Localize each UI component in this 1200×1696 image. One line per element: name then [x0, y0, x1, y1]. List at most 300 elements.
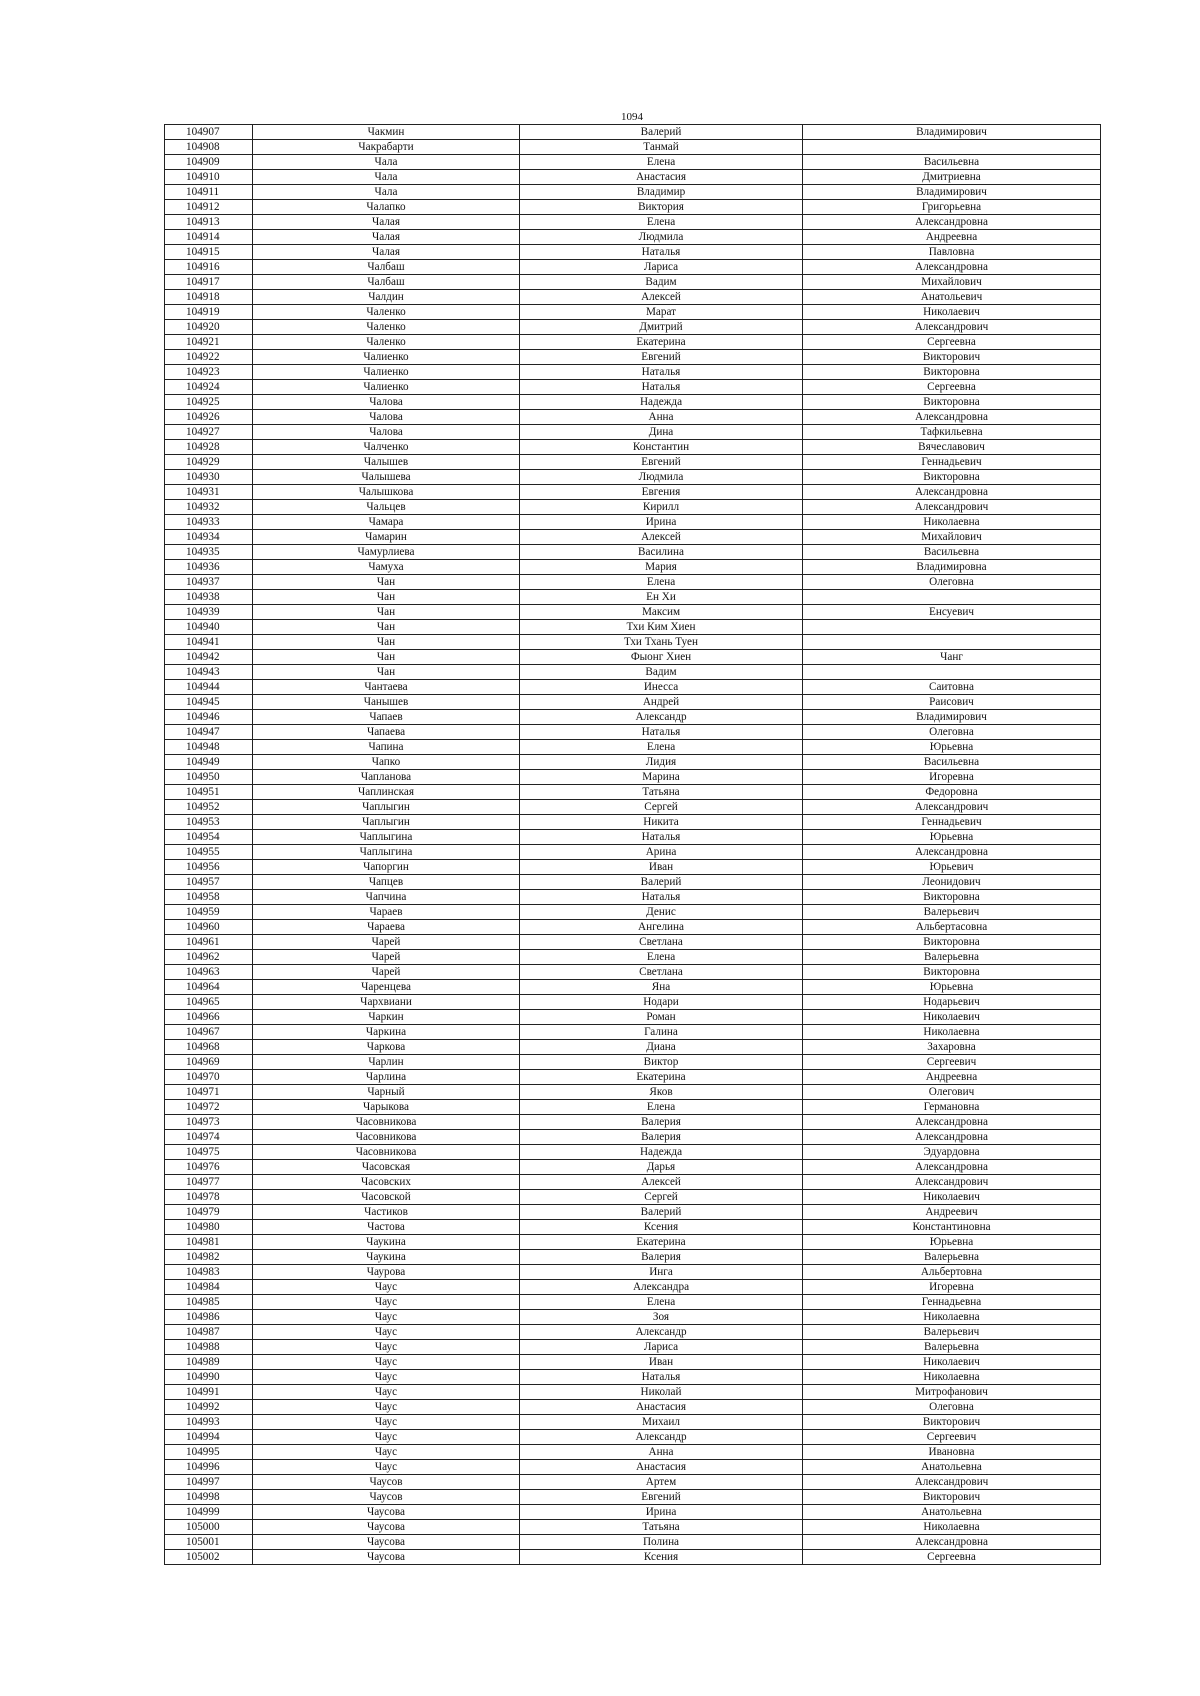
- table-row: [165, 530, 1101, 545]
- record-number-cell: 104977: [165, 1175, 253, 1190]
- patronymic-cell: Сергеевна: [803, 380, 1101, 395]
- first-name-cell: Елена: [520, 575, 803, 590]
- patronymic-cell: Николаевич: [803, 1355, 1101, 1370]
- table-row: [165, 305, 1101, 320]
- table-row: [165, 440, 1101, 455]
- patronymic-cell: Николаевич: [803, 1190, 1101, 1205]
- last-name-cell: Чарей: [253, 950, 520, 965]
- table-row: [165, 1040, 1101, 1055]
- table-row: [165, 635, 1101, 650]
- record-number-cell: 104927: [165, 425, 253, 440]
- last-name-cell: Чаусова: [253, 1520, 520, 1535]
- first-name-cell: Светлана: [520, 965, 803, 980]
- patronymic-cell: Валерьевич: [803, 1325, 1101, 1340]
- table-row: [165, 1100, 1101, 1115]
- first-name-cell: Сергей: [520, 800, 803, 815]
- record-number-cell: 104929: [165, 455, 253, 470]
- last-name-cell: Чаукина: [253, 1250, 520, 1265]
- last-name-cell: Чаусов: [253, 1490, 520, 1505]
- patronymic-cell: Олеговна: [803, 725, 1101, 740]
- last-name-cell: Чархвиани: [253, 995, 520, 1010]
- record-number-cell: 104934: [165, 530, 253, 545]
- last-name-cell: Чаус: [253, 1310, 520, 1325]
- last-name-cell: Чаусова: [253, 1505, 520, 1520]
- registry-table-body: [165, 125, 1101, 1565]
- table-row: [165, 290, 1101, 305]
- table-row: [165, 515, 1101, 530]
- table-row: [165, 1280, 1101, 1295]
- last-name-cell: Чапаева: [253, 725, 520, 740]
- last-name-cell: Чаус: [253, 1280, 520, 1295]
- table-row: [165, 995, 1101, 1010]
- last-name-cell: Чапцев: [253, 875, 520, 890]
- record-number-cell: 104956: [165, 860, 253, 875]
- last-name-cell: Частова: [253, 1220, 520, 1235]
- last-name-cell: Чаус: [253, 1355, 520, 1370]
- record-number-cell: 104947: [165, 725, 253, 740]
- table-row: [165, 785, 1101, 800]
- patronymic-cell: Захаровна: [803, 1040, 1101, 1055]
- first-name-cell: Артем: [520, 1475, 803, 1490]
- last-name-cell: Чараев: [253, 905, 520, 920]
- first-name-cell: Светлана: [520, 935, 803, 950]
- table-row: [165, 425, 1101, 440]
- record-number-cell: 104913: [165, 215, 253, 230]
- table-row: [165, 875, 1101, 890]
- record-number-cell: 104968: [165, 1040, 253, 1055]
- record-number-cell: 105002: [165, 1550, 253, 1565]
- table-row: [165, 1025, 1101, 1040]
- last-name-cell: Чалышкова: [253, 485, 520, 500]
- table-row: [165, 1340, 1101, 1355]
- first-name-cell: Анастасия: [520, 1400, 803, 1415]
- last-name-cell: Чан: [253, 575, 520, 590]
- first-name-cell: Яков: [520, 1085, 803, 1100]
- table-row: [165, 1205, 1101, 1220]
- first-name-cell: Анастасия: [520, 1460, 803, 1475]
- table-row: [165, 1415, 1101, 1430]
- table-row: [165, 605, 1101, 620]
- record-number-cell: 104999: [165, 1505, 253, 1520]
- patronymic-cell: Валерьевна: [803, 1340, 1101, 1355]
- table-row: [165, 1385, 1101, 1400]
- record-number-cell: 104989: [165, 1355, 253, 1370]
- patronymic-cell: Викторовна: [803, 935, 1101, 950]
- last-name-cell: Чаус: [253, 1415, 520, 1430]
- record-number-cell: 104941: [165, 635, 253, 650]
- last-name-cell: Чаукина: [253, 1235, 520, 1250]
- last-name-cell: Чапчина: [253, 890, 520, 905]
- record-number-cell: 104991: [165, 1385, 253, 1400]
- patronymic-cell: Викторович: [803, 350, 1101, 365]
- record-number-cell: 104944: [165, 680, 253, 695]
- table-row: [165, 710, 1101, 725]
- last-name-cell: Чапоргин: [253, 860, 520, 875]
- first-name-cell: Ирина: [520, 515, 803, 530]
- patronymic-cell: Геннадьевна: [803, 1295, 1101, 1310]
- patronymic-cell: Вячеславович: [803, 440, 1101, 455]
- table-row: [165, 620, 1101, 635]
- last-name-cell: Чалая: [253, 245, 520, 260]
- registry-table: [164, 124, 1101, 1565]
- first-name-cell: Сергей: [520, 1190, 803, 1205]
- first-name-cell: Михаил: [520, 1415, 803, 1430]
- last-name-cell: Чала: [253, 155, 520, 170]
- first-name-cell: Наталья: [520, 1370, 803, 1385]
- first-name-cell: Кирилл: [520, 500, 803, 515]
- record-number-cell: 104990: [165, 1370, 253, 1385]
- first-name-cell: Андрей: [520, 695, 803, 710]
- record-number-cell: 104936: [165, 560, 253, 575]
- first-name-cell: Лидия: [520, 755, 803, 770]
- record-number-cell: 104978: [165, 1190, 253, 1205]
- record-number-cell: 104985: [165, 1295, 253, 1310]
- patronymic-cell: Юрьевич: [803, 860, 1101, 875]
- first-name-cell: Полина: [520, 1535, 803, 1550]
- table-row: [165, 485, 1101, 500]
- record-number-cell: 104909: [165, 155, 253, 170]
- first-name-cell: Ангелина: [520, 920, 803, 935]
- first-name-cell: Евгений: [520, 350, 803, 365]
- patronymic-cell: Юрьевна: [803, 1235, 1101, 1250]
- last-name-cell: Чамуха: [253, 560, 520, 575]
- first-name-cell: Анастасия: [520, 170, 803, 185]
- table-row: [165, 170, 1101, 185]
- first-name-cell: Максим: [520, 605, 803, 620]
- last-name-cell: Чаурова: [253, 1265, 520, 1280]
- patronymic-cell: Николаевич: [803, 305, 1101, 320]
- record-number-cell: 104926: [165, 410, 253, 425]
- first-name-cell: Людмила: [520, 230, 803, 245]
- first-name-cell: Александр: [520, 1430, 803, 1445]
- record-number-cell: 104940: [165, 620, 253, 635]
- record-number-cell: 104980: [165, 1220, 253, 1235]
- first-name-cell: Арина: [520, 845, 803, 860]
- last-name-cell: Чалиенко: [253, 365, 520, 380]
- table-row: [165, 965, 1101, 980]
- record-number-cell: 104961: [165, 935, 253, 950]
- first-name-cell: Тхи Тхань Туен: [520, 635, 803, 650]
- last-name-cell: Часовской: [253, 1190, 520, 1205]
- patronymic-cell: Олеговна: [803, 1400, 1101, 1415]
- record-number-cell: 104984: [165, 1280, 253, 1295]
- first-name-cell: Никита: [520, 815, 803, 830]
- first-name-cell: Денис: [520, 905, 803, 920]
- patronymic-cell: Николаевич: [803, 1010, 1101, 1025]
- record-number-cell: 104987: [165, 1325, 253, 1340]
- patronymic-cell: Александрович: [803, 1175, 1101, 1190]
- first-name-cell: Яна: [520, 980, 803, 995]
- last-name-cell: Чакмин: [253, 125, 520, 140]
- table-row: [165, 800, 1101, 815]
- table-row: [165, 905, 1101, 920]
- first-name-cell: Алексей: [520, 1175, 803, 1190]
- table-row: [165, 1355, 1101, 1370]
- first-name-cell: Инга: [520, 1265, 803, 1280]
- patronymic-cell: Олегович: [803, 1085, 1101, 1100]
- last-name-cell: Чарей: [253, 935, 520, 950]
- first-name-cell: Елена: [520, 215, 803, 230]
- record-number-cell: 104965: [165, 995, 253, 1010]
- table-row: [165, 1190, 1101, 1205]
- last-name-cell: Чан: [253, 665, 520, 680]
- table-row: [165, 650, 1101, 665]
- patronymic-cell: Эдуардовна: [803, 1145, 1101, 1160]
- record-number-cell: 104958: [165, 890, 253, 905]
- table-row: [165, 830, 1101, 845]
- record-number-cell: 104966: [165, 1010, 253, 1025]
- patronymic-cell: Александровна: [803, 485, 1101, 500]
- patronymic-cell: Юрьевна: [803, 830, 1101, 845]
- patronymic-cell: Сергеевна: [803, 1550, 1101, 1565]
- record-number-cell: 104920: [165, 320, 253, 335]
- last-name-cell: Чаус: [253, 1295, 520, 1310]
- last-name-cell: Часовникова: [253, 1145, 520, 1160]
- first-name-cell: Татьяна: [520, 785, 803, 800]
- record-number-cell: 104923: [165, 365, 253, 380]
- patronymic-cell: Чанг: [803, 650, 1101, 665]
- patronymic-cell: [803, 590, 1101, 605]
- table-row: [165, 1130, 1101, 1145]
- record-number-cell: 104955: [165, 845, 253, 860]
- record-number-cell: 104922: [165, 350, 253, 365]
- first-name-cell: Виктория: [520, 200, 803, 215]
- first-name-cell: Фыонг Хиен: [520, 650, 803, 665]
- table-row: [165, 1310, 1101, 1325]
- record-number-cell: 104974: [165, 1130, 253, 1145]
- record-number-cell: 104924: [165, 380, 253, 395]
- table-row: [165, 1010, 1101, 1025]
- record-number-cell: 104932: [165, 500, 253, 515]
- patronymic-cell: Александровна: [803, 845, 1101, 860]
- record-number-cell: 104973: [165, 1115, 253, 1130]
- last-name-cell: Чаусова: [253, 1535, 520, 1550]
- table-row: [165, 125, 1101, 140]
- patronymic-cell: Александрович: [803, 1475, 1101, 1490]
- last-name-cell: Чалая: [253, 230, 520, 245]
- record-number-cell: 104983: [165, 1265, 253, 1280]
- table-row: [165, 1160, 1101, 1175]
- record-number-cell: 104910: [165, 170, 253, 185]
- record-number-cell: 104921: [165, 335, 253, 350]
- last-name-cell: Чарыкова: [253, 1100, 520, 1115]
- last-name-cell: Чаленко: [253, 335, 520, 350]
- record-number-cell: 104949: [165, 755, 253, 770]
- table-row: [165, 500, 1101, 515]
- first-name-cell: Наталья: [520, 890, 803, 905]
- patronymic-cell: Александровна: [803, 260, 1101, 275]
- patronymic-cell: [803, 665, 1101, 680]
- table-row: [165, 470, 1101, 485]
- patronymic-cell: Геннадьевич: [803, 815, 1101, 830]
- record-number-cell: 104996: [165, 1460, 253, 1475]
- table-row: [165, 335, 1101, 350]
- table-row: [165, 455, 1101, 470]
- patronymic-cell: Васильевна: [803, 155, 1101, 170]
- first-name-cell: Валерия: [520, 1130, 803, 1145]
- first-name-cell: Лариса: [520, 1340, 803, 1355]
- table-row: [165, 1400, 1101, 1415]
- patronymic-cell: Раисович: [803, 695, 1101, 710]
- first-name-cell: Валерия: [520, 1115, 803, 1130]
- patronymic-cell: Александрович: [803, 500, 1101, 515]
- patronymic-cell: Викторовна: [803, 965, 1101, 980]
- patronymic-cell: Владимировна: [803, 560, 1101, 575]
- table-row: [165, 350, 1101, 365]
- last-name-cell: Чалышев: [253, 455, 520, 470]
- patronymic-cell: Александрович: [803, 800, 1101, 815]
- first-name-cell: Анна: [520, 1445, 803, 1460]
- last-name-cell: Чалова: [253, 410, 520, 425]
- table-row: [165, 560, 1101, 575]
- patronymic-cell: Михайлович: [803, 275, 1101, 290]
- patronymic-cell: Николаевна: [803, 1310, 1101, 1325]
- patronymic-cell: Михайлович: [803, 530, 1101, 545]
- patronymic-cell: Васильевна: [803, 755, 1101, 770]
- first-name-cell: Наталья: [520, 380, 803, 395]
- table-row: [165, 680, 1101, 695]
- table-row: [165, 770, 1101, 785]
- first-name-cell: Анна: [520, 410, 803, 425]
- last-name-cell: Чалдин: [253, 290, 520, 305]
- patronymic-cell: Анатольевна: [803, 1505, 1101, 1520]
- patronymic-cell: Викторовна: [803, 395, 1101, 410]
- patronymic-cell: [803, 620, 1101, 635]
- first-name-cell: Наталья: [520, 725, 803, 740]
- patronymic-cell: [803, 635, 1101, 650]
- record-number-cell: 104982: [165, 1250, 253, 1265]
- last-name-cell: Чаркова: [253, 1040, 520, 1055]
- table-row: [165, 1460, 1101, 1475]
- first-name-cell: Алексей: [520, 530, 803, 545]
- table-row: [165, 320, 1101, 335]
- patronymic-cell: Леонидович: [803, 875, 1101, 890]
- last-name-cell: Чала: [253, 170, 520, 185]
- last-name-cell: Чалова: [253, 395, 520, 410]
- record-number-cell: 104960: [165, 920, 253, 935]
- table-row: [165, 1085, 1101, 1100]
- last-name-cell: Чалышева: [253, 470, 520, 485]
- record-number-cell: 104938: [165, 590, 253, 605]
- patronymic-cell: Викторовна: [803, 890, 1101, 905]
- record-number-cell: 104954: [165, 830, 253, 845]
- last-name-cell: Чаплыгин: [253, 815, 520, 830]
- first-name-cell: Диана: [520, 1040, 803, 1055]
- record-number-cell: 104963: [165, 965, 253, 980]
- first-name-cell: Наталья: [520, 245, 803, 260]
- patronymic-cell: Альбертовна: [803, 1265, 1101, 1280]
- last-name-cell: Чаплыгина: [253, 845, 520, 860]
- first-name-cell: Александр: [520, 1325, 803, 1340]
- record-number-cell: 104951: [165, 785, 253, 800]
- record-number-cell: 104919: [165, 305, 253, 320]
- first-name-cell: Владимир: [520, 185, 803, 200]
- first-name-cell: Людмила: [520, 470, 803, 485]
- patronymic-cell: Викторовна: [803, 365, 1101, 380]
- last-name-cell: Чалапко: [253, 200, 520, 215]
- last-name-cell: Чаус: [253, 1445, 520, 1460]
- patronymic-cell: Николаевна: [803, 515, 1101, 530]
- record-number-cell: 104939: [165, 605, 253, 620]
- record-number-cell: 104967: [165, 1025, 253, 1040]
- last-name-cell: Часовникова: [253, 1115, 520, 1130]
- last-name-cell: Чаус: [253, 1325, 520, 1340]
- record-number-cell: 104917: [165, 275, 253, 290]
- first-name-cell: Иван: [520, 860, 803, 875]
- patronymic-cell: Викторовна: [803, 470, 1101, 485]
- record-number-cell: 104912: [165, 200, 253, 215]
- record-number-cell: 104998: [165, 1490, 253, 1505]
- record-number-cell: 104976: [165, 1160, 253, 1175]
- first-name-cell: Наталья: [520, 365, 803, 380]
- table-row: [165, 380, 1101, 395]
- patronymic-cell: Федоровна: [803, 785, 1101, 800]
- record-number-cell: 104970: [165, 1070, 253, 1085]
- record-number-cell: 104935: [165, 545, 253, 560]
- patronymic-cell: Викторович: [803, 1490, 1101, 1505]
- patronymic-cell: Анатольевич: [803, 290, 1101, 305]
- first-name-cell: Василина: [520, 545, 803, 560]
- table-row: [165, 1535, 1101, 1550]
- patronymic-cell: Александровна: [803, 1115, 1101, 1130]
- record-number-cell: 104930: [165, 470, 253, 485]
- table-row: [165, 1295, 1101, 1310]
- record-number-cell: 104952: [165, 800, 253, 815]
- last-name-cell: Чамурлиева: [253, 545, 520, 560]
- record-number-cell: 104994: [165, 1430, 253, 1445]
- table-row: [165, 230, 1101, 245]
- record-number-cell: 104995: [165, 1445, 253, 1460]
- table-row: [165, 590, 1101, 605]
- record-number-cell: 104946: [165, 710, 253, 725]
- last-name-cell: Чан: [253, 590, 520, 605]
- patronymic-cell: Игоревна: [803, 770, 1101, 785]
- patronymic-cell: Николаевна: [803, 1025, 1101, 1040]
- record-number-cell: 104975: [165, 1145, 253, 1160]
- last-name-cell: Чаус: [253, 1370, 520, 1385]
- last-name-cell: Чаус: [253, 1340, 520, 1355]
- record-number-cell: 104918: [165, 290, 253, 305]
- table-row: [165, 185, 1101, 200]
- record-number-cell: 105001: [165, 1535, 253, 1550]
- first-name-cell: Валерий: [520, 125, 803, 140]
- patronymic-cell: Александровна: [803, 1160, 1101, 1175]
- last-name-cell: Чарлина: [253, 1070, 520, 1085]
- record-number-cell: 104959: [165, 905, 253, 920]
- patronymic-cell: Александровна: [803, 1130, 1101, 1145]
- last-name-cell: Чаплыгина: [253, 830, 520, 845]
- first-name-cell: Елена: [520, 1100, 803, 1115]
- first-name-cell: Алексей: [520, 290, 803, 305]
- patronymic-cell: Германовна: [803, 1100, 1101, 1115]
- table-row: [165, 845, 1101, 860]
- patronymic-cell: Александрович: [803, 320, 1101, 335]
- record-number-cell: 104908: [165, 140, 253, 155]
- table-row: [165, 665, 1101, 680]
- record-number-cell: 104986: [165, 1310, 253, 1325]
- table-row: [165, 1490, 1101, 1505]
- last-name-cell: Частиков: [253, 1205, 520, 1220]
- first-name-cell: Надежда: [520, 1145, 803, 1160]
- record-number-cell: 104988: [165, 1340, 253, 1355]
- first-name-cell: Николай: [520, 1385, 803, 1400]
- first-name-cell: Зоя: [520, 1310, 803, 1325]
- table-row: [165, 920, 1101, 935]
- last-name-cell: Чапаев: [253, 710, 520, 725]
- table-row: [165, 140, 1101, 155]
- table-row: [165, 950, 1101, 965]
- last-name-cell: Чаус: [253, 1430, 520, 1445]
